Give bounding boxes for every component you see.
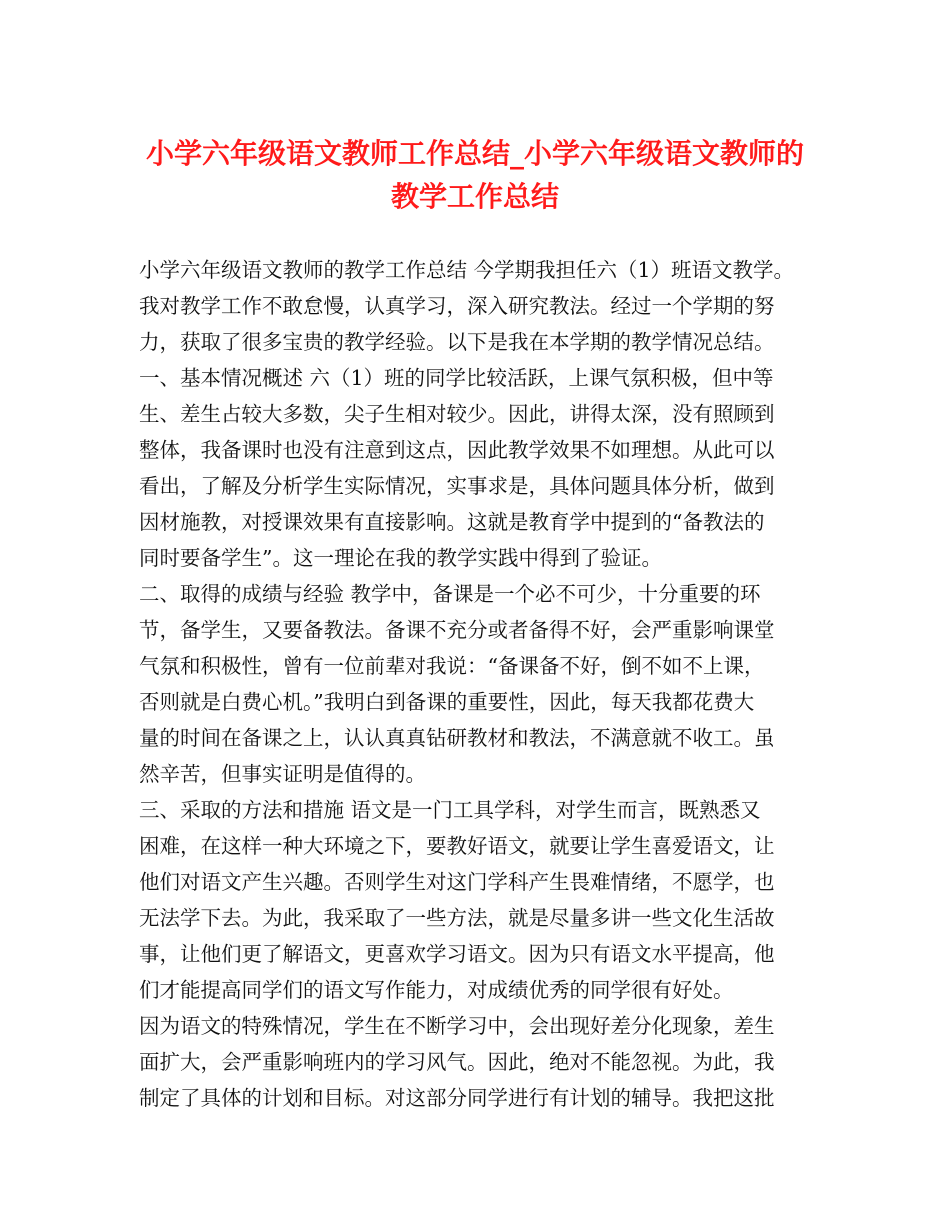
body-line: 生、差生占较大多数，尖子生相对较少。因此，讲得太深，没有照顾到 — [139, 402, 775, 426]
body-line: 因材施教，对授课效果有直接影响。这就是教育学中提到的“备教法的 — [139, 510, 765, 534]
body-line: 困难，在这样一种大环境之下，要教好语文，就要让学生喜爱语文，让 — [139, 834, 775, 858]
body-line: 一、基本情况概述 六（1）班的同学比较活跃，上课气氛积极，但中等 — [139, 366, 774, 390]
body-line: 小学六年级语文教师的教学工作总结 今学期我担任六（1）班语文教学。 — [139, 258, 795, 282]
body-line: 否则就是白费心机。”我明白到备课的重要性，因此，每天我都花费大 — [139, 690, 755, 714]
body-line: 节，备学生，又要备教法。备课不充分或者备得不好，会严重影响课堂 — [139, 618, 775, 642]
body-line: 因为语文的特殊情况，学生在不断学习中，会出现好差分化现象，差生 — [139, 1014, 775, 1038]
title-line-2: 教学工作总结 — [390, 180, 559, 213]
body-line: 同时要备学生”。这一理论在我的教学实践中得到了验证。 — [139, 546, 662, 570]
body-line: 气氛和积极性，曾有一位前辈对我说：“备课备不好，倒不如不上课， — [139, 654, 765, 678]
body-line: 事，让他们更了解语文，更喜欢学习语文。因为只有语文水平提高，他 — [139, 942, 775, 966]
title-line-1: 小学六年级语文教师工作总结_小学六年级语文教师的 — [145, 137, 804, 170]
body-line: 三、采取的方法和措施 语文是一门工具学科，对学生而言，既熟悉又 — [139, 798, 761, 822]
body-line: 看出，了解及分析学生实际情况，实事求是，具体问题具体分析，做到 — [139, 474, 775, 498]
body-line: 们才能提高同学们的语文写作能力，对成绩优秀的同学很有好处。 — [139, 978, 734, 1002]
document-body — [139, 252, 819, 1116]
body-line: 整体，我备课时也没有注意到这点，因此教学效果不如理想。从此可以 — [139, 438, 775, 462]
body-line: 无法学下去。为此，我采取了一些方法，就是尽量多讲一些文化生活故 — [139, 906, 775, 930]
body-line: 然辛苦，但事实证明是值得的。 — [139, 762, 426, 786]
body-line: 面扩大，会严重影响班内的学习风气。因此，绝对不能忽视。为此，我 — [139, 1050, 775, 1074]
body-line: 制定了具体的计划和目标。对这部分同学进行有计划的辅导。我把这批 — [139, 1086, 775, 1110]
body-line: 他们对语文产生兴趣。否则学生对这门学科产生畏难情绪，不愿学，也 — [139, 870, 775, 894]
body-line: 我对教学工作不敢怠慢，认真学习，深入研究教法。经过一个学期的努 — [139, 294, 775, 318]
body-line: 二、取得的成绩与经验 教学中，备课是一个必不可少，十分重要的环 — [139, 582, 761, 606]
body-line: 量的时间在备课之上，认认真真钻研教材和教法，不满意就不收工。虽 — [139, 726, 775, 750]
body-line: 力，获取了很多宝贵的教学经验。以下是我在本学期的教学情况总结。 — [139, 330, 775, 354]
